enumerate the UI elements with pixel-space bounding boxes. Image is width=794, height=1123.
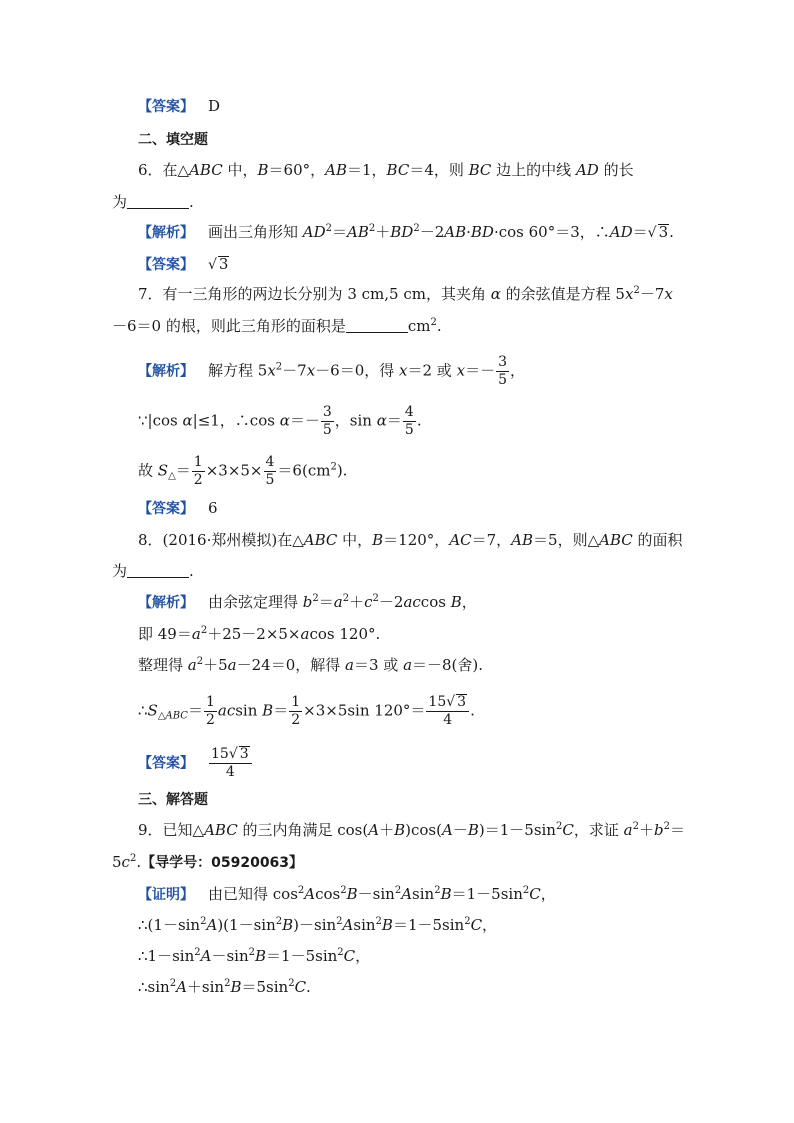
question-8-line-2: 为 .	[112, 562, 194, 580]
analysis-7-step-3: 故 $S_\triangle=$ $\frac{1}{2}$ ×3×5× $\frac{4}{5}$ $=6(cm^2)$.	[138, 454, 348, 488]
answer-tag: 【答案】	[138, 755, 194, 772]
analysis-8-step-2: 即 $49=a^2+25-2\times 5\times acos$ 120°.	[138, 625, 381, 643]
proof-9-step-3: $\therefore 1-\sin^2A-\sin^2B=1-5\sin^2C$，	[138, 947, 371, 965]
analysis-8-step-4: $\therefore S_{\triangle ABC}=$ $\frac{1}{2}$ acsin B＝ $\frac{1}{2}$ ×3×5sin 120°＝ $\frac{15√ 3}{4}$ .	[138, 694, 475, 728]
analysis-8-step-3: 整理得 $a^2+5a-24=0$，解得 a＝3 或 a＝－8(舍).	[138, 656, 484, 674]
proof-9-step-1: 【证明】 由已知得 $\cos^2Acos^2B-\sin^2Asin^2B=1-5\sin^2C$，	[138, 885, 556, 903]
analysis-tag: 【解析】	[138, 595, 194, 611]
answer-8	[138, 746, 253, 781]
question-9-line-2: $5c^2$.【导学号：05920063】	[112, 853, 304, 871]
section-heading-solutions: 三、解答题	[138, 792, 208, 808]
answer-6: 【答案】 √ 3	[138, 255, 229, 273]
answer-5-line	[138, 96, 220, 117]
answer-tag: 【答案】	[138, 501, 194, 517]
question-6-line-2: 为 .	[112, 193, 194, 211]
analysis-7-step-2: ∵|cos α|≤1，∴cos α＝－ $\frac{3}{5}$ ，sin α＝ $\frac{4}{5}$ .	[138, 404, 422, 438]
section-heading-fill-in: 二、填空题	[138, 132, 208, 148]
analysis-7-step-1: 【解析】 解方程 $5x^2-7x-6=0$，得 x＝2 或 x＝－ $\frac{3}{5}$ ，	[138, 354, 526, 388]
analysis-tag: 【解析】	[138, 363, 194, 380]
proof-9-step-2: $\therefore(1-\sin^2A)(1-\sin^2B)-\sin^2Asin^2B=1-5\sin^2C$，	[138, 916, 498, 934]
question-6-line-1: 6．在△ABC 中，B＝60°，AB＝1，BC＝4，则 BC 边上的中线 AD 的长	[138, 161, 634, 179]
question-9-line-1: 9．已知△ABC 的三内角满足 $\cos(A+B)\cos(A-B)=1-5\sin^2C$，求证 $a^2+b^2=$	[138, 821, 685, 839]
answer-7	[138, 498, 218, 519]
answer-tag: 【答案】	[138, 257, 194, 273]
proof-9-step-4: $\therefore\sin^2A+\sin^2B=5\sin^2C$.	[138, 978, 311, 996]
answer-value: 6	[208, 499, 218, 517]
question-7-line-2: －6＝0 的根，则此三角形的面积是 $cm^2$.	[112, 317, 442, 335]
answer-value-fraction: $\frac{15√ 3}{4}$	[209, 746, 252, 781]
analysis-8-step-1: 【解析】 由余弦定理得 $b^2=a^2+c^2-2accos$ B，	[138, 593, 477, 611]
proof-tag: 【证明】	[138, 887, 194, 903]
analysis-tag: 【解析】	[138, 225, 194, 241]
question-8-line-1: 8．(2016·郑州模拟)在△ABC 中，B＝120°，AC＝7，AB＝5，则△ABC 的面积	[138, 531, 683, 549]
question-7-line-1: 7．有一三角形的两边长分别为 3 cm,5 cm，其夹角 α 的余弦值是方程 $5x^2-7x$	[138, 285, 673, 303]
analysis-6: 【解析】 画出三角形知 $AD^2=AB^2+BD^2-2AB\cdot BD\cdot\cos$ 60°＝3，∴AD＝√ 3.	[138, 223, 674, 241]
answer-value: D	[208, 97, 221, 115]
answer-tag: 【答案】	[138, 99, 194, 115]
